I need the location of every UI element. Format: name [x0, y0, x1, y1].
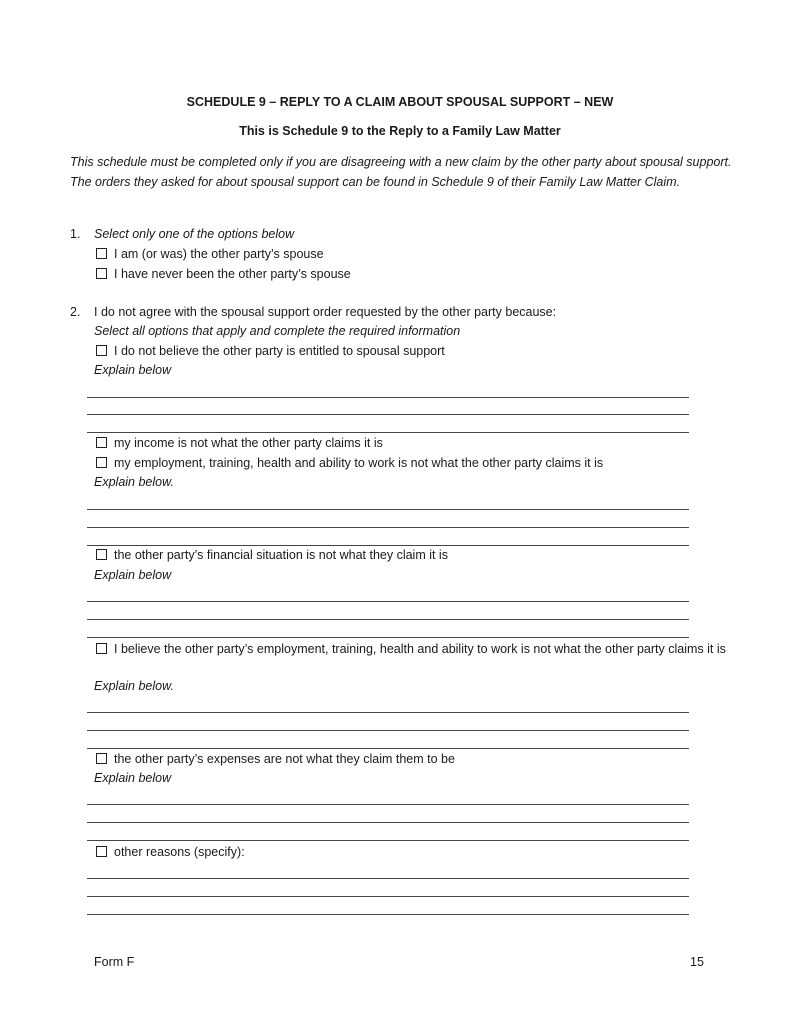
footer-form-name: Form F: [94, 955, 135, 969]
checkbox-icon[interactable]: [96, 549, 107, 560]
q1-option-spouse-label: I am (or was) the other party’s spouse: [114, 247, 324, 261]
q1-option-never-spouse[interactable]: [96, 267, 351, 281]
q2-option-other-employment[interactable]: [96, 640, 726, 660]
answer-line[interactable]: [87, 601, 689, 602]
q2-option-financial-situation[interactable]: [96, 548, 448, 562]
q2-text: I do not agree with the spousal support order requested by the other party because:: [94, 305, 557, 319]
q2-option-my-employment[interactable]: [96, 456, 603, 470]
checkbox-icon[interactable]: [96, 268, 107, 279]
answer-line[interactable]: [87, 619, 689, 620]
q2-number: 2.: [70, 305, 81, 319]
q2-option-not-entitled-label: I do not believe the other party is entitled to spousal support: [114, 344, 445, 358]
answer-line[interactable]: [87, 896, 689, 897]
answer-line[interactable]: [87, 914, 689, 915]
q2-option-expenses[interactable]: [96, 752, 455, 766]
q1-option-never-spouse-label: I have never been the other party’s spouse: [114, 267, 351, 281]
checkbox-icon[interactable]: [96, 643, 107, 654]
q2-option-other-employment-label: I believe the other party’s employment, training, health and ability to work is not what the other party claims it is: [114, 642, 726, 656]
q2-option-my-income-label: my income is not what the other party claims it is: [114, 436, 383, 450]
explain-label: Explain below: [94, 568, 172, 582]
schedule-subtitle: This is Schedule 9 to the Reply to a Family Law Matter: [239, 124, 561, 138]
intro-text: This schedule must be completed only if you are disagreeing with a new claim by the other party about spousal support. The orders they asked for about spousal support can be found in Schedule 9 of their Family Law Matter Claim.: [70, 155, 732, 189]
q2-option-financial-situation-label: the other party’s financial situation is not what they claim it is: [114, 548, 448, 562]
answer-line[interactable]: [87, 509, 689, 510]
explain-label: Explain below.: [94, 475, 174, 489]
checkbox-icon[interactable]: [96, 248, 107, 259]
checkbox-icon[interactable]: [96, 846, 107, 857]
checkbox-icon[interactable]: [96, 457, 107, 468]
checkbox-icon[interactable]: [96, 753, 107, 764]
explain-label: Explain below: [94, 771, 172, 785]
explain-label: Explain below: [94, 363, 172, 377]
answer-line[interactable]: [87, 414, 689, 415]
answer-line[interactable]: [87, 878, 689, 879]
q1-instruction: Select only one of the options below: [94, 227, 295, 241]
answer-line[interactable]: [87, 527, 689, 528]
answer-line[interactable]: [87, 822, 689, 823]
q2-option-my-employment-label: my employment, training, health and ability to work is not what the other party claims it is: [114, 456, 604, 470]
schedule-title: SCHEDULE 9 – REPLY TO A CLAIM ABOUT SPOUSAL SUPPORT – NEW: [186, 95, 614, 109]
footer-page-number: 15: [690, 955, 704, 969]
q2-option-other-reasons-label: other reasons (specify):: [114, 845, 245, 859]
q2-option-other-reasons[interactable]: [96, 845, 245, 859]
answer-line[interactable]: [87, 432, 689, 433]
answer-line[interactable]: [87, 397, 689, 398]
checkbox-icon[interactable]: [96, 345, 107, 356]
q2-instruction: Select all options that apply and complete the required information: [94, 324, 461, 338]
answer-line[interactable]: [87, 637, 689, 638]
checkbox-icon[interactable]: [96, 437, 107, 448]
q2-option-my-income[interactable]: [96, 436, 383, 450]
explain-label: Explain below.: [94, 679, 174, 693]
answer-line[interactable]: [87, 748, 689, 749]
answer-line[interactable]: [87, 804, 689, 805]
answer-line[interactable]: [87, 712, 689, 713]
q1-number: 1.: [70, 227, 81, 241]
q1-option-spouse[interactable]: [96, 247, 324, 261]
q2-option-expenses-label: the other party’s expenses are not what they claim them to be: [114, 752, 455, 766]
answer-line[interactable]: [87, 545, 689, 546]
answer-line[interactable]: [87, 730, 689, 731]
answer-line[interactable]: [87, 840, 689, 841]
q2-option-not-entitled[interactable]: [96, 344, 445, 358]
